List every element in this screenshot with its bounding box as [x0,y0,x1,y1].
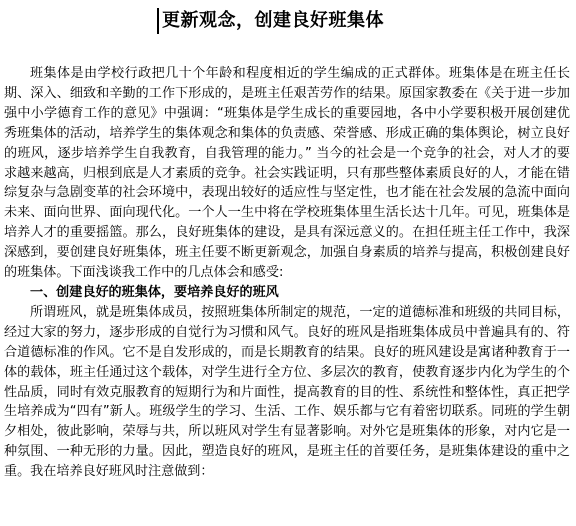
text-cursor [157,8,159,34]
document-title: 更新观念，创建良好班集体 [162,10,384,31]
intro-paragraph: 班集体是由学校行政把几十个年龄和程度相近的学生编成的正式群体。班集体是在班主任长期、深入、细致和辛勤的工作下形成的，是班主任艰苦劳作的结果。原国家教委在《关于进一步加强中小学德育工作的意见》中强调：“班集体是学生成长的重要园地，各中小学要积极开展创建优秀班集体的活动，培养学生的集体观念和集体的负责感、荣誉感、形成正确的集体舆论，树立良好的班风，逐步培养学生自我教育，自我管理的能力。” 当今的社会是一个竞争的社会，对人才的要求越来越高，归根到底是人才素质的竞争。社会实践证明，只有那些整体素质良好的人，才能在错综复杂与急剧变革的社会环境中，表现出较好的适应性与坚定性，也才能在社会发展的急流中面向未来、面向世界、面向现代化。一个人一生中将在学校班集体里生活长达十几年。可见，班集体是培养人才的重要摇篮。那么，良好班集体的建设，是具有深远意义的。在担任班主任工作中，我深深感到，要创建良好班集体，班主任要不断更新观念，加强自身素质的培养与提高，积极创建良好的班集体。下面浅谈我工作中的几点体会和感受: [4,66,570,281]
title-row [0,4,576,36]
document-body [4,64,570,482]
section-heading: 一、创建良好的班集体，要培养良好的班风 [30,284,279,300]
section-paragraph: 所谓班风，就是班集体成员，按照班集体所制定的规范，一定的道德标准和班级的共同目标，经过大家的努力，逐步形成的自觉行为习惯和风气。良好的班风是指班集体成员中普遍具有的、符合道德标准的作风。它不是自发形成的，而是长期教育的结果。良好的班风建设是寓诸种教育于一体的载体，班主任通过这个载体，对学生进行全方位、多层次的教育，使教育逐步内化为学生的个性品质，同时有效克服教育的短期行为和片面性，提高教育的目的性、系统性和整体性，真正把学生培养成为“四有”新人。班级学生的学习、生活、工作、娱乐都与它有着密切联系。同班的学生朝夕相处，彼此影响，荣辱与共，所以班风对学生有显著影响。对外它是班集体的形象，对内它是一种氛围、一种无形的力量。因此，塑造良好的班风，是班主任的首要任务，是班集体建设的重中之重。我在培养良好班风时注意做到： [4,304,570,480]
